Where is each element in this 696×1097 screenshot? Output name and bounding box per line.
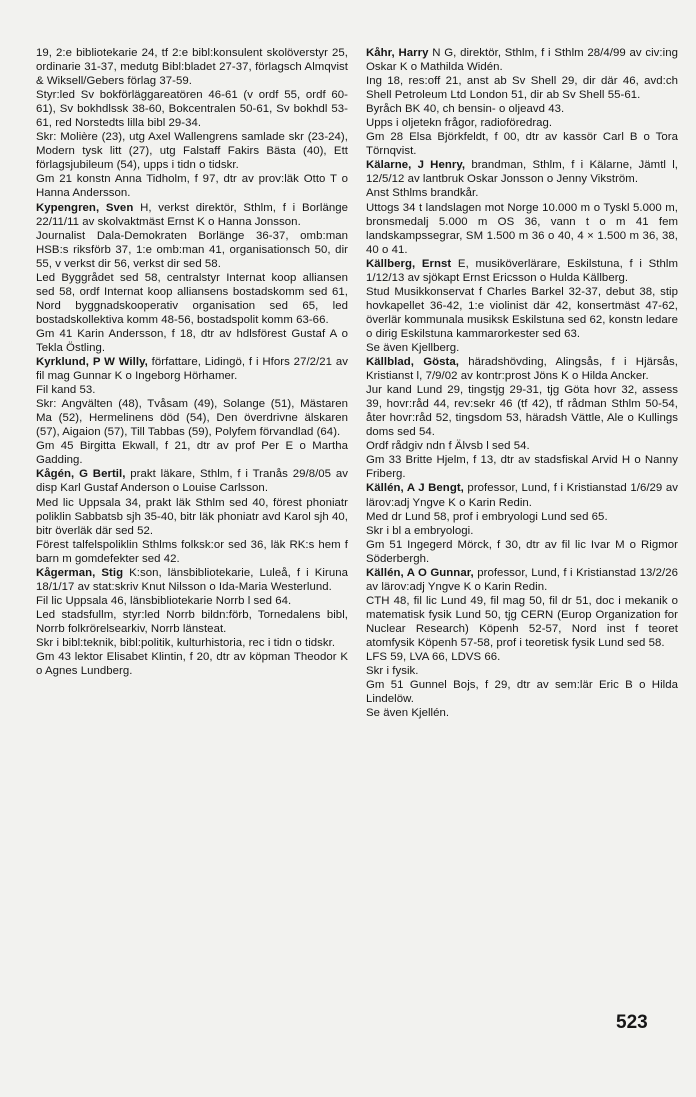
entry-paragraph: [366, 186, 678, 200]
entry-text: Gm 43 lektor Elisabet Klintin, f 20, dtr av köpman Theodor K o Agnes Lundberg.: [36, 651, 348, 678]
entry-text: Fil kand 53.: [36, 384, 96, 397]
entry-text: N G, direktör, Sthlm, f i Sthlm 28/4/99 av civ:ing Oskar K o Mathilda Widén.: [366, 47, 678, 74]
left-column: [36, 46, 348, 678]
entry-name: Kyrklund, P W Willy,: [36, 356, 148, 369]
entry-text: Jur kand Lund 29, tingstjg 29-31, tjg Göta hovr 32, assess 39, hovr:råd 44, rev:sekr 46 (tf 42), tf rådman Sthlm 50-54, åter hovr:råd 52, tingsdom 53, häradsh Vättle, Ale o Kullings doms sed 54.: [366, 384, 678, 439]
entry-name: Kåhr, Harry: [366, 47, 429, 59]
entry-paragraph: [366, 102, 678, 116]
biography-entry: [366, 566, 678, 594]
entry-paragraph: [366, 383, 678, 439]
entry-paragraph: [366, 524, 678, 538]
biography-entry: [36, 355, 348, 383]
entry-paragraph: [366, 341, 678, 355]
entry-paragraph: [36, 172, 348, 200]
entry-text: Ing 18, res:off 21, anst ab Sv Shell 29, dir där 46, avd:ch Shell Petroleum Ltd London 51, dir ab Sv Shell 55-61.: [366, 75, 678, 102]
entry-paragraph: [36, 383, 348, 397]
entry-paragraph: [366, 538, 678, 566]
entry-text: Skr: Angvälten (48), Tvåsam (49), Solange (51), Mästaren Ma (52), Hermelinens död (54), Den överdrivne älskaren (57), Aigaion (57), Till Tabbas (59), Polyfem förvandlad (64).: [36, 398, 348, 439]
entry-paragraph: [366, 650, 678, 664]
entry-text: Byråch BK 40, ch bensin- o oljeavd 43.: [366, 103, 565, 116]
entry-paragraph: [36, 327, 348, 355]
entry-paragraph: [366, 285, 678, 341]
entry-text: Med lic Uppsala 34, prakt läk Sthlm sed 40, förest phoniatr poliklin Sabbatsb sjh 35-40, bitr läk phoniatr avd Karol sjh 40, bitr överläk där sed 52.: [36, 496, 348, 537]
entry-paragraph: [366, 130, 678, 158]
entry-text: Fil lic Uppsala 46, länsbibliotekarie Norrb l sed 64.: [36, 594, 292, 607]
entry-text: Gm 45 Birgitta Ekwall, f 21, dtr av prof Per E o Martha Gadding.: [36, 440, 348, 467]
entry-text: Upps i oljetekn frågor, radioföredrag.: [366, 117, 553, 130]
entry-text: Skr i bl a embryologi.: [366, 524, 474, 537]
entry-paragraph: [36, 271, 348, 327]
entry-paragraph: [36, 88, 348, 130]
entry-name: Kågerman, Stig: [36, 566, 124, 579]
entry-text: Led stadsfullm, styr:led Norrb bildn:förb, Tornedalens bibl, Norrb folkrörelsearkiv, Norrb länsteat.: [36, 608, 348, 635]
entry-text: Stud Musikkonservat f Charles Barkel 32-37, debut 38, stip hovkapellet 36-42, 1:e violinist där 42, konsertmäst 47-62, överlär kommunala musiksk Eskilstuna sed 62, konstn ledare o dirig Eskilstuna kammarorkester sed 63.: [366, 285, 678, 340]
biography-entry: [366, 355, 678, 383]
entry-paragraph: [36, 130, 348, 172]
entry-name: Kågén, G Bertil,: [36, 468, 126, 481]
entry-text: Styr:led Sv bokförläggareatören 46-61 (v ordf 55, ordf 60-61), Sv bokhdlssk 38-60, Bokcentralen 50-61, Sv bokhdl 53-61, red Norstedts lilla bibl 29-34.: [36, 89, 348, 130]
entry-paragraph: [366, 201, 678, 257]
entry-paragraph: [36, 636, 348, 650]
entry-text: Gm 28 Elsa Björkfeldt, f 00, dtr av kassör Carl B o Tora Törnqvist.: [366, 131, 678, 158]
entry-text: Led Byggrådet sed 58, centralstyr Internat koop alliansen sed 58, ordf Internat koop alliansens bostadskomm sed 61, Nord byggnadskooperativ organisation sed 65, led bostadskollektiva komm 48-56, bostadspolit komm 63-66.: [36, 271, 348, 326]
entry-text: Gm 51 Ingegerd Mörck, f 30, dtr av fil lic Ivar M o Rigmor Söderbergh.: [366, 538, 678, 565]
biography-entry: [36, 566, 348, 594]
entry-text: Uttogs 34 t landslagen mot Norge 10.000 m o Tyskl 5.000 m, bronsmedalj 5.000 m OS 36, vann t o m 41 fem landskampssegrar, SM 1.500 m 36 o 40, 4 × 1.500 m 36, 38, 40 o 41.: [366, 201, 678, 256]
entry-text: Se även Kjellén.: [366, 707, 450, 720]
biography-entry: [366, 46, 678, 74]
entry-text: Gm 33 Britte Hjelm, f 13, dtr av stadsfiskal Arvid H o Nanny Friberg.: [366, 454, 678, 481]
entry-text: E, musiköverlärare, Eskilstuna, f i Sthlm 1/12/13 av sjökapt Ernst Ericsson o Hulda Källberg.: [366, 257, 678, 284]
entry-text: häradshövding, Alingsås, f i Hjärsås, Kristianst l, 7/9/02 av kontr:prost Jöns K o Hilda Ancker.: [366, 356, 678, 383]
entry-paragraph: [366, 664, 678, 678]
entry-text: 19, 2:e bibliotekarie 24, tf 2:e bibl:konsulent skolöverstyr 25, ordinarie 31-37, medutg Bibl:bladet 27-37, förlagsch Almqvist & Wiksell/Gebers förlag 37-59.: [36, 47, 348, 88]
biography-entry: [366, 158, 678, 186]
entry-name: Kypengren, Sven: [36, 201, 134, 214]
entry-text: Skr i bibl:teknik, bibl:politik, kulturhistoria, rec i tidn o tidskr.: [36, 636, 336, 649]
entry-paragraph: [36, 608, 348, 636]
entry-text: Skr i fysik.: [366, 665, 419, 678]
entry-paragraph: [366, 678, 678, 706]
biography-entry: [366, 257, 678, 285]
entry-text: Se även Kjellberg.: [366, 341, 460, 354]
entry-text: Journalist Dala-Demokraten Borlänge 36-37, omb:man HSB:s riksförb 37, 1:e omb:man 41, organisationsch 50, dir 55, v verkst dir 56, verkst dir sed 58.: [36, 229, 348, 270]
entry-name: Källberg, Ernst: [366, 257, 452, 270]
entry-paragraph: [36, 397, 348, 439]
entry-paragraph: [366, 116, 678, 130]
biography-entry: [36, 467, 348, 495]
entry-paragraph: [366, 453, 678, 481]
entry-text: Gm 51 Gunnel Bojs, f 29, dtr av sem:lär Eric B o Hilda Lindelöw.: [366, 679, 678, 706]
entry-paragraph: [36, 439, 348, 467]
biography-entry: [366, 481, 678, 509]
entry-paragraph: [366, 706, 678, 720]
entry-text: prakt läkare, Sthlm, f i Tranås 29/8/05 av disp Karl Gustaf Anderson o Louise Carlsson.: [36, 468, 348, 495]
entry-paragraph: [366, 439, 678, 453]
entry-text: Anst Sthlms brandkår.: [366, 187, 479, 200]
entry-text: Med dr Lund 58, prof i embryologi Lund sed 65.: [366, 510, 608, 523]
entry-text: H, verkst direktör, Sthlm, f i Borlänge 22/11/11 av skolvaktmäst Ernst K o Hanna Jonsson.: [36, 201, 348, 228]
entry-text: Skr: Molière (23), utg Axel Wallengrens samlade skr (23-24), Modern tysk litt (27), utg Falstaff Fakirs Bästa (40), Ett förlagsjubileum (54), upps i tidn o tidskr.: [36, 131, 348, 172]
entry-paragraph: [36, 46, 348, 88]
entry-text: LFS 59, LVA 66, LDVS 66.: [366, 651, 501, 664]
entry-paragraph: [36, 496, 348, 538]
entry-name: Källblad, Gösta,: [366, 356, 459, 369]
entry-name: Kälarne, J Henry,: [366, 159, 466, 172]
biography-entry: [36, 201, 348, 229]
entry-text: Förest talfelspoliklin Sthlms folksk:or sed 36, läk RK:s hem f barn m gomdefekter sed 42.: [36, 538, 348, 565]
entry-paragraph: [36, 538, 348, 566]
page-number: 523: [616, 1012, 648, 1033]
entry-text: professor, Lund, f i Kristianstad 1/6/29 av lärov:adj Yngve K o Karin Redin.: [366, 482, 678, 509]
right-column: [366, 46, 678, 720]
entry-text: K:son, länsbibliotekarie, Luleå, f i Kiruna 18/1/17 av stat:skriv Knut Nilsson o Ida-Maria Westerlund.: [36, 566, 349, 593]
entry-paragraph: [36, 594, 348, 608]
entry-text: Gm 41 Karin Andersson, f 18, dtr av hdlsförest Gustaf A o Tekla Östling.: [36, 327, 348, 354]
entry-paragraph: [366, 510, 678, 524]
entry-text: Gm 21 konstn Anna Tidholm, f 97, dtr av prov:läk Otto T o Hanna Andersson.: [36, 173, 348, 200]
entry-text: CTH 48, fil lic Lund 49, fil mag 50, fil dr 51, doc i mekanik o matematisk fysik Lund 50, tjg CERN (Europ Organization for Nuclear Research) Köpenh 52-57, Nord inst f teoret atomfysik Köpenh 57-58, prof i teoretisk fysik Lund sed 58.: [366, 594, 678, 649]
entry-text: författare, Lidingö, f i Hfors 27/2/21 av fil mag Gunnar K o Ingeborg Hörhamer.: [36, 356, 348, 383]
entry-paragraph: [36, 650, 348, 678]
entry-text: Ordf rådgiv ndn f Älvsb l sed 54.: [366, 440, 530, 453]
entry-text: professor, Lund, f i Kristianstad 13/2/26 av lärov:adj Yngve K o Karin Redin.: [366, 566, 678, 593]
entry-paragraph: [36, 229, 348, 271]
entry-name: Källén, A O Gunnar,: [366, 566, 474, 579]
entry-paragraph: [366, 74, 678, 102]
entry-name: Källén, A J Bengt,: [366, 482, 464, 495]
entry-paragraph: [366, 594, 678, 650]
entry-text: brandman, Sthlm, f i Kälarne, Jämtl l, 12/5/12 av lantbruk Oskar Jonsson o Jenny Vikström.: [366, 159, 678, 186]
